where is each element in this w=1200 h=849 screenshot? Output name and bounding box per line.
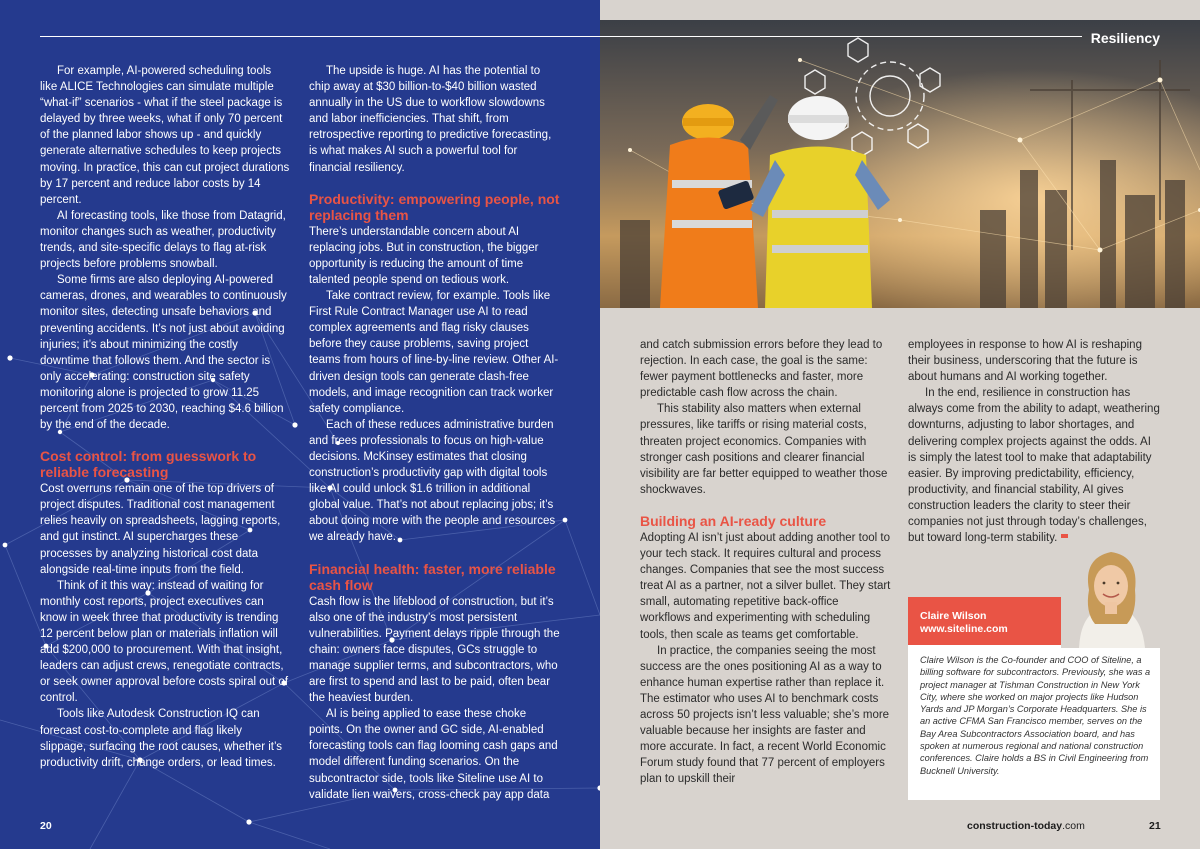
paragraph: Some firms are also deploying AI-powered cameras, drones, and wearables to continuously monitor sites, detecting unsafe behaviors and preventing accidents. It’s not just about avoiding injuries; it’s about minimizing the costly downtime that follows them. And the sector is only accelerating: construction site safety monitoring alone is projected to grow 11.25 percent from 2025 to 2030, reaching $4.6 billion by the end of the decade.: [40, 274, 287, 432]
paragraph-text: In the end, resilience in construction has always come from the ability to adapt, weathering downturns, adjusting to labor shortages, and delivering complex projects against the odds. AI is simply the latest tool to make that adaptability easier. By improving predictability, efficiency, productivity, and financial stability, AI gives construction leaders the clarity to steer their companies not just through today’s challenges, but toward long-term stability.: [908, 387, 1160, 545]
author-bio-text: Claire Wilson is the Co-founder and COO of Siteline, a billing software for subcontractors. Previously, she was a project manager at Tishman Construction in New York City, where she worked on major projects like Hudson Yards and JP Morgan’s Corporate Headquarters. She is an active CFMA San Francisco member, serves on the Bay Area Subcontractors Association board, and has spoken at numerous regional and national construction conferences. Claire holds a BS in Civil Engineering from Bucknell University.: [920, 655, 1151, 776]
heading-productivity: Productivity: empowering people, not replacing them: [309, 190, 560, 223]
paragraph: Tools like Autodesk Construction IQ can forecast cost-to-complete and flag likely slippage, surfacing the root causes, whether it’s productivity drift, change orders, or lead times.: [40, 708, 283, 769]
footer-site[interactable]: [967, 820, 1085, 832]
paragraph: Take contract review, for example. Tools like First Rule Contract Manager use AI to read complex agreements and flag risky clauses before they cause problems, saving project teams from hours of line-by-line review. Other AI-driven design tools can generate clash-free models, and image recognition can track worker safety compliance.: [309, 290, 559, 415]
column-1: [40, 63, 290, 771]
header-rule-left: [40, 36, 600, 37]
paragraph: This stability also matters when external pressures, like tariffs or rising material costs, threaten project economics. Companies with stronger cash positions and clearer financial visibility are far better equipped to weather those shockwaves.: [640, 403, 888, 496]
paragraph: employees in response to how AI is reshaping their business, underscoring that the future is about humans and AI working together.: [908, 339, 1142, 384]
section-label: Resiliency: [1090, 30, 1160, 46]
column-3: [640, 337, 892, 787]
footer-site-tld: .com: [1062, 820, 1085, 832]
page-number-left: 20: [40, 820, 52, 832]
paragraph: [908, 385, 1160, 546]
hero-photo: [600, 20, 1200, 308]
author-photo: [1061, 538, 1161, 648]
right-page: [600, 0, 1200, 849]
author-name: Claire Wilson: [920, 610, 987, 622]
heading-financial-health: Financial health: faster, more reliable cash flow: [309, 560, 556, 593]
paragraph: Each of these reduces administrative burden and frees professionals to focus on high-value decisions. McKinsey estimates that closing construction’s productivity gap with digital tools like AI could unlock $1.6 trillion in additional global value. That’s not about replacing jobs; it’s about doing more with the people and resources we already have.: [309, 418, 556, 544]
column-2: [309, 63, 562, 803]
paragraph: Adopting AI isn’t just about adding another tool to your tech stack. It requires cultural and process changes. Companies that see the most success treat AI as a partner, not a silver bullet. They start small, automating repetitive back-office workflows and experimenting with scheduling tools, then scale as teams get comfortable.: [640, 531, 891, 641]
paragraph: Cash flow is the lifeblood of construction, but it’s also one of the industry’s most persistent vulnerabilities. Payment delays ripple through the chain: owners face disputes, GCs struggle to manage supplier terms, and subcontractors, who are first to spend and last to be paid, often bear the heaviest burden.: [309, 595, 560, 705]
paragraph: AI forecasting tools, like those from Datagrid, monitor changes such as weather, productivity trends, and site-specific delays to flag at-risk projects before problems snowball.: [40, 209, 286, 271]
paragraph: For example, AI-powered scheduling tools like ALICE Technologies can simulate multiple “what-if” scenarios - what if the steel package is delayed by three weeks, what if only 70 percent of the planned labor shows up - and quickly generate alternative schedules to keep projects moving. In practice, this can cut project durations by 17 percent and reduce labor costs by 14 percent.: [40, 65, 290, 206]
paragraph: Think of it this way: instead of waiting for monthly cost reports, project executives can know in week three that productivity is trending 12 percent below plan or materials inflation will add $200,000 to procurement. With that insight, leaders can adjust crews, renegotiate contracts, or seek owner approval before costs spiral out of control.: [40, 579, 289, 705]
paragraph: In practice, the companies seeing the most success are the ones positioning AI as a way to enhance human expertise rather than replace it. The estimator who uses AI to benchmark costs across 50 projects isn’t less valuable; she’s more valuable because her insights are faster and more accurate. In fact, a recent World Economic Forum study found that 77 percent of employers plan to upskill their: [640, 644, 890, 786]
author-website[interactable]: www.siteline.com: [920, 623, 1008, 635]
paragraph: and catch submission errors before they lead to rejection. In each case, the goal is the same: fewer payment bottlenecks and faster, more predictable cash flow across the chain.: [640, 339, 883, 400]
paragraph: Cost overruns remain one of the top drivers of project disputes. Traditional cost management relies heavily on spreadsheets, lagging reports, and gut instinct. AI supercharges these processes by analyzing historical cost data alongside real-time inputs from the field.: [40, 483, 281, 576]
heading-cost-control: Cost control: from guesswork to reliable forecasting: [40, 448, 257, 481]
heading-ai-culture: Building an AI-ready culture: [640, 512, 827, 529]
footer-site-name: construction-today: [967, 820, 1063, 832]
paragraph: AI is being applied to ease these choke points. On the owner and GC side, AI-enabled forecasting tools can flag looming cash gaps and model different funding scenarios. On the subcontractor side, tools like Siteline use AI to validate lien waivers, cross-check pay app data: [309, 708, 558, 801]
header-rule-right: [600, 36, 1082, 37]
page-number-right: 21: [1149, 820, 1161, 832]
column-4: [908, 337, 1160, 546]
paragraph: The upside is huge. AI has the potential to chip away at $30 billion-to-$40 billion wasted annually in the US due to workflow slowdowns and labor inefficiencies. That shift, from retrospective reporting to predictive forecasting, is what makes AI such a powerful tool for financial resiliency.: [309, 65, 552, 174]
paragraph: There’s understandable concern about AI replacing jobs. But in construction, the bigger opportunity is reducing the amount of time talented people spend on tedious work.: [309, 225, 539, 286]
